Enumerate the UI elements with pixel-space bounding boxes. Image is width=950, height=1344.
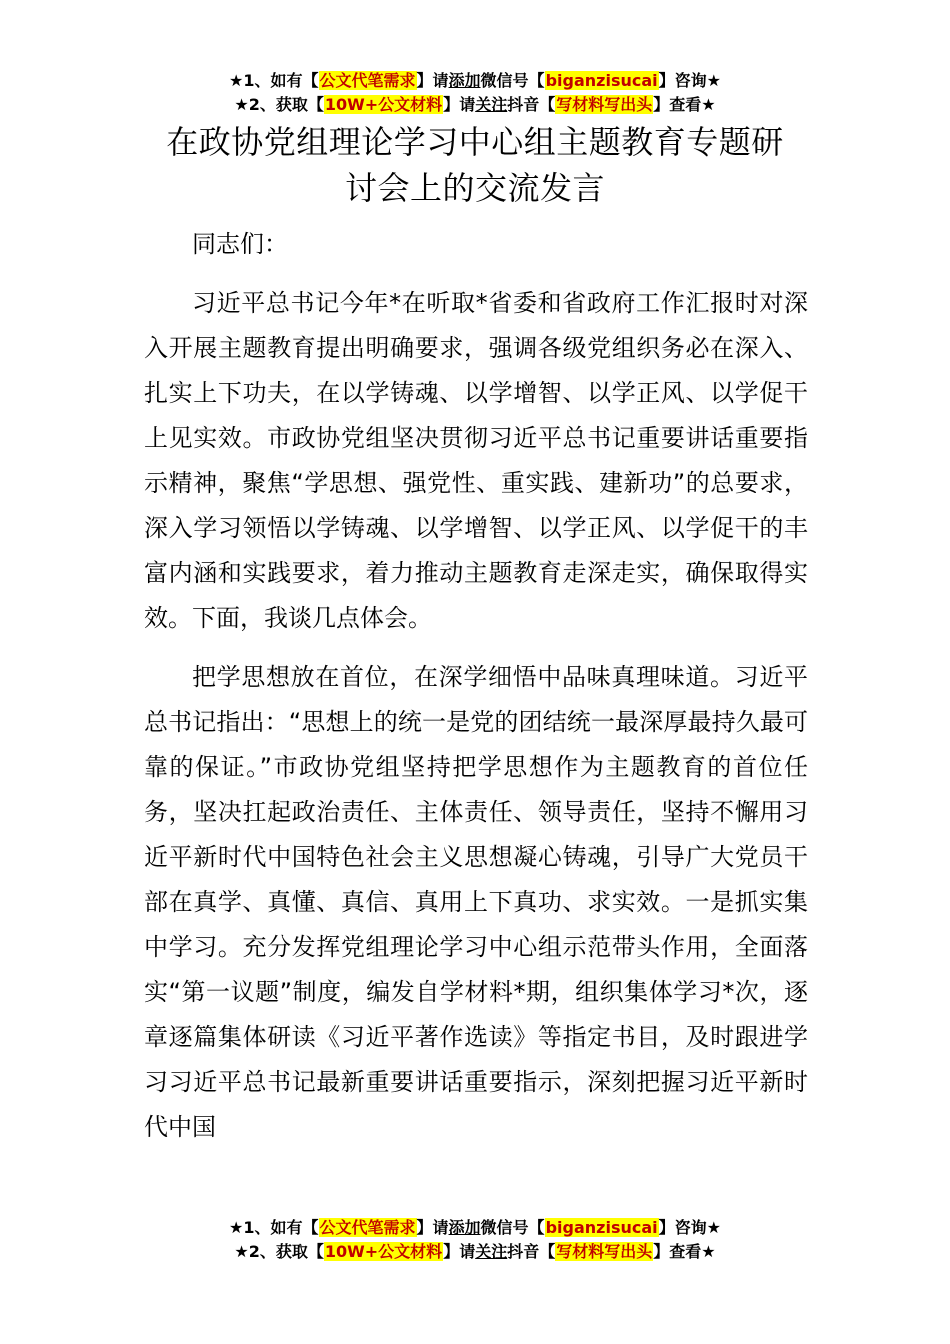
title-line-2: 讨会上的交流发言 — [344, 169, 605, 207]
highlight-service: 公文代笔需求 — [319, 1218, 416, 1237]
promo-banner-bottom — [0, 1216, 950, 1264]
document-body — [144, 222, 808, 1150]
highlight-materials: 10W+公文材料 — [324, 1242, 443, 1261]
promo-line-1: ★1、如有【公文代笔需求】请添加微信号【biganzisucai】咨询★ — [229, 1218, 721, 1237]
highlight-materials: 10W+公文材料 — [324, 95, 443, 114]
highlight-wechat-id: biganzisucai — [545, 71, 658, 90]
document-title — [140, 119, 810, 211]
salutation: 同志们： — [192, 230, 288, 258]
highlight-douyin: 写材料写出头 — [556, 1242, 653, 1261]
highlight-douyin: 写材料写出头 — [556, 95, 653, 114]
highlight-service: 公文代笔需求 — [319, 71, 416, 90]
paragraph-2: 把学思想放在首位，在深学细悟中品味真理味道。习近平总书记指出：“思想上的统一是党的团结统一最深厚最持久最可靠的保证。”市政协党组坚持把学思想作为主题教育的首位任务，坚决扛起政治责任、主体责任、领导责任，坚持不懈用习近平新时代中国特色社会主义思想凝心铸魂，引导广大党员干部在真学、真懂、真信、真用上下真功、求实效。一是抓实集中学习。充分发挥党组理论学习中心组示范带头作用，全面落实“第一议题”制度，编发自学材料*期，组织集体学习*次，逐章逐篇集体研读《习近平著作选读》等指定书目，及时跟进学习习近平总书记最新重要讲话重要指示，深刻把握习近平新时代中国 — [144, 663, 808, 1141]
paragraph-1: 习近平总书记今年*在听取*省委和省政府工作汇报时对深入开展主题教育提出明确要求，强调各级党组织务必在深入、扎实上下功夫，在以学铸魂、以学增智、以学正风、以学促干上见实效。市政协党组坚决贯彻习近平总书记重要讲话重要指示精神，聚焦“学思想、强党性、重实践、建新功”的总要求，深入学习领悟以学铸魂、以学增智、以学正风、以学促干的丰富内涵和实践要求，着力推动主题教育走深走实，确保取得实效。下面，我谈几点体会。 — [144, 289, 808, 632]
promo-banner-top — [0, 69, 950, 117]
title-line-1: 在政协党组理论学习中心组主题教育专题研 — [166, 123, 784, 161]
highlight-wechat-id: biganzisucai — [545, 1218, 658, 1237]
promo-line-2: ★2、获取【10W+公文材料】请关注抖音【写材料写出头】查看★ — [234, 95, 716, 114]
promo-line-1: ★1、如有【公文代笔需求】请添加微信号【biganzisucai】咨询★ — [229, 71, 721, 90]
promo-line-2: ★2、获取【10W+公文材料】请关注抖音【写材料写出头】查看★ — [234, 1242, 716, 1261]
